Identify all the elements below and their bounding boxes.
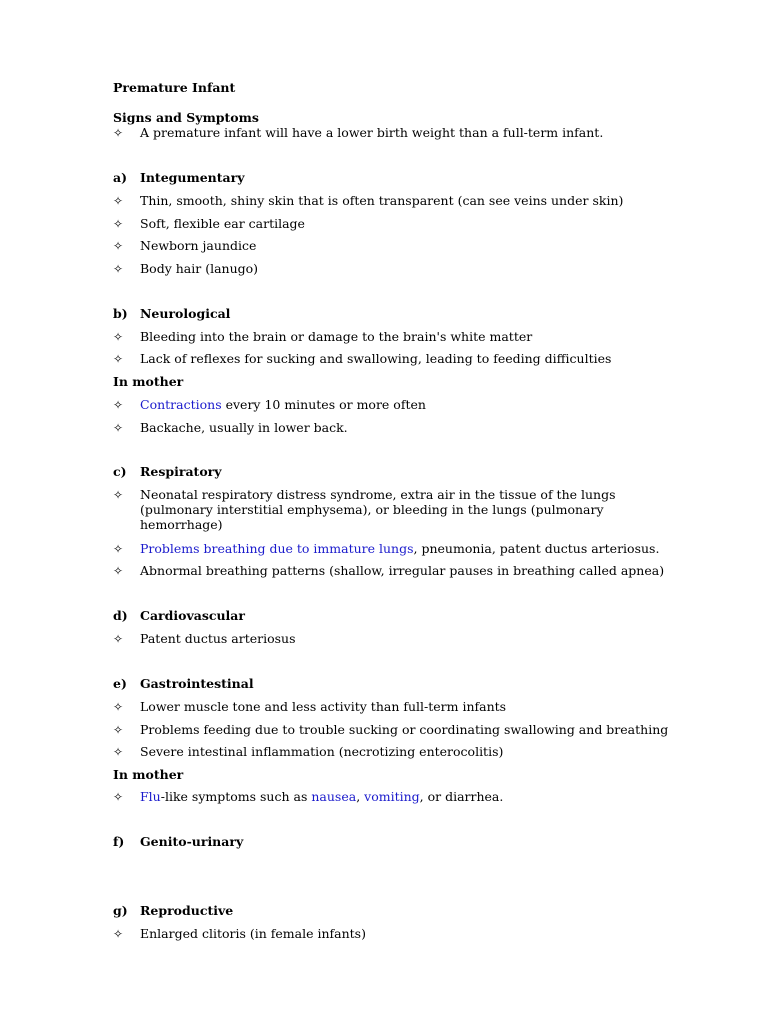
- signs-heading: Signs and Symptoms: [113, 110, 259, 125]
- page-title: Premature Infant: [113, 80, 236, 95]
- list-item: ✧ Severe intestinal inflammation (necrotizing enterocolitis): [113, 744, 504, 759]
- list-item: ✧ Abnormal breathing patterns (shallow, irregular pauses in breathing called apnea): [113, 563, 665, 578]
- list-item: ✧ Problems breathing due to immature lungs, pneumonia, patent ductus arteriosus.: [113, 541, 660, 556]
- in-mother-heading: In mother: [113, 767, 184, 782]
- list-item: ✧ Patent ductus arteriosus: [113, 631, 296, 646]
- bullet-diamond-icon: ✧: [113, 542, 124, 556]
- bullet-diamond-icon: ✧: [113, 790, 124, 804]
- bullet-diamond-icon: ✧: [113, 745, 124, 759]
- list-item: ✧ Lack of reflexes for sucking and swallowing, leading to feeding difficulties: [113, 351, 612, 366]
- section-heading-cardiovascular: d) Cardiovascular: [113, 608, 245, 623]
- flu-link[interactable]: Flu: [140, 789, 161, 804]
- bullet-diamond-icon: ✧: [113, 723, 124, 737]
- bullet-diamond-icon: ✧: [113, 262, 124, 276]
- bullet-diamond-icon: ✧: [113, 194, 124, 208]
- nausea-link[interactable]: nausea: [311, 789, 357, 804]
- list-item: ✧ Lower muscle tone and less activity than full-term infants: [113, 699, 507, 714]
- list-item: ✧ Newborn jaundice: [113, 238, 257, 253]
- list-item: ✧ A premature infant will have a lower birth weight than a full-term infant.: [113, 125, 604, 140]
- list-item: ✧ Soft, flexible ear cartilage: [113, 216, 305, 231]
- list-item: ✧ Contractions every 10 minutes or more often: [113, 397, 426, 412]
- bullet-diamond-icon: ✧: [113, 632, 124, 646]
- problems-breathing-link[interactable]: Problems breathing due to immature lungs: [140, 541, 414, 556]
- section-heading-respiratory: c) Respiratory: [113, 464, 222, 479]
- bullet-diamond-icon: ✧: [113, 217, 124, 231]
- list-item: ✧ Bleeding into the brain or damage to the brain's white matter: [113, 329, 533, 344]
- list-item: ✧ Thin, smooth, shiny skin that is often transparent (can see veins under skin): [113, 193, 624, 208]
- section-heading-neurological: b) Neurological: [113, 306, 231, 321]
- bullet-diamond-icon: ✧: [113, 126, 124, 140]
- bullet-diamond-icon: ✧: [113, 564, 124, 578]
- section-heading-integumentary: a) Integumentary: [113, 170, 245, 185]
- bullet-diamond-icon: ✧: [113, 927, 124, 941]
- bullet-diamond-icon: ✧: [113, 421, 124, 435]
- list-item: ✧ Body hair (lanugo): [113, 261, 259, 276]
- section-heading-reproductive: g) Reproductive: [113, 903, 234, 918]
- list-item: ✧ Enlarged clitoris (in female infants): [113, 926, 366, 941]
- section-heading-genito-urinary: f) Genito-urinary: [113, 834, 244, 849]
- bullet-diamond-icon: ✧: [113, 488, 124, 502]
- bullet-diamond-icon: ✧: [113, 352, 124, 366]
- bullet-diamond-icon: ✧: [113, 398, 124, 412]
- bullet-diamond-icon: ✧: [113, 700, 124, 714]
- bullet-diamond-icon: ✧: [113, 330, 124, 344]
- vomiting-link[interactable]: vomiting: [364, 789, 420, 804]
- bullet-diamond-icon: ✧: [113, 239, 124, 253]
- list-item: ✧ Neonatal respiratory distress syndrome, extra air in the tissue of the lungs (pulmonary interstitial emphysema), or bleeding in the lungs (pulmonary hemorrhage): [113, 487, 616, 532]
- in-mother-heading: In mother: [113, 374, 184, 389]
- section-heading-gastrointestinal: e) Gastrointestinal: [113, 676, 254, 691]
- list-item: ✧ Problems feeding due to trouble sucking or coordinating swallowing and breathing: [113, 722, 669, 737]
- contractions-link[interactable]: Contractions: [140, 397, 222, 412]
- list-item: ✧ Flu-like symptoms such as nausea, vomiting, or diarrhea.: [113, 789, 504, 804]
- list-item: ✧ Backache, usually in lower back.: [113, 420, 348, 435]
